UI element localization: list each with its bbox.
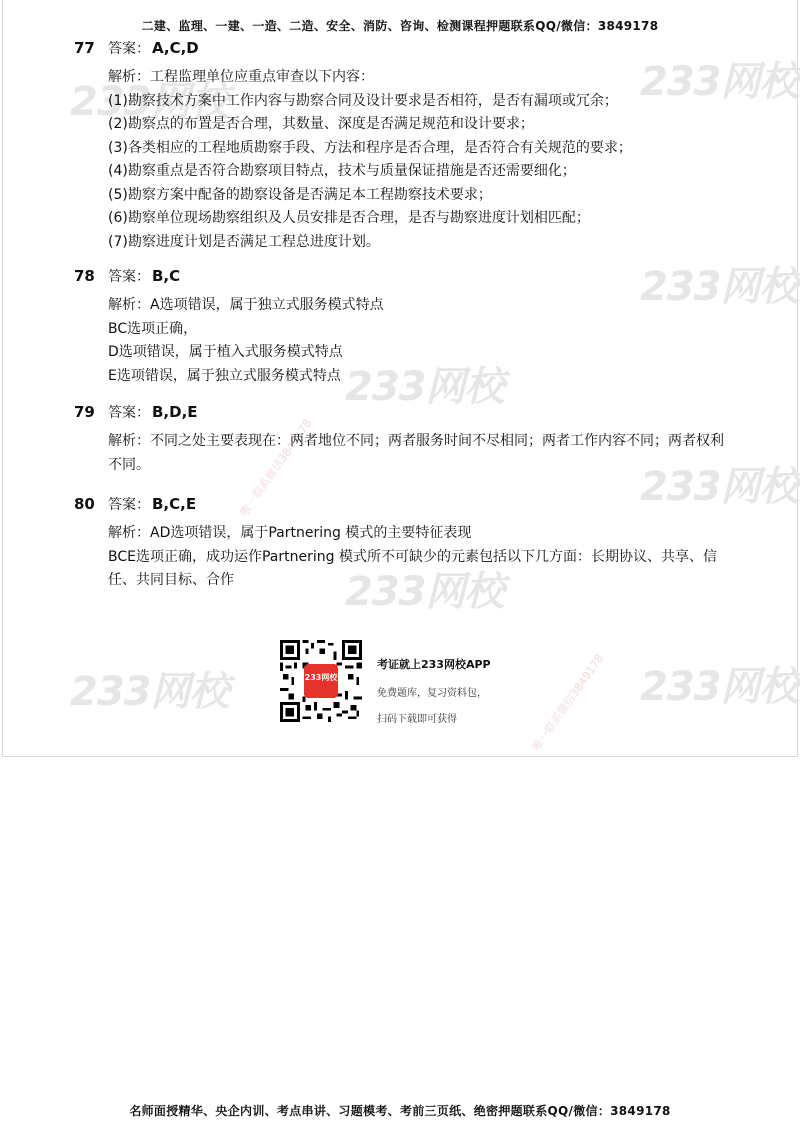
watermark-contact: 唯一联系微信3849178 — [529, 651, 607, 754]
answer-label: 答案： — [108, 269, 150, 285]
question-77 — [74, 38, 734, 254]
page-footer: 名师面授精华、央企内训、考点串讲、习题模考、考前三页纸、绝密押题联系QQ/微信：3849178 — [129, 1104, 671, 1118]
qr-code[interactable] — [280, 640, 362, 722]
explanation — [108, 430, 734, 477]
explanation-line: 解析：工程监理单位应重点审查以下内容： — [108, 69, 374, 85]
question-79 — [74, 402, 734, 477]
answer-value: B,D,E — [152, 403, 198, 421]
explanation-line: E选项错误，属于独立式服务模式特点 — [108, 367, 341, 384]
watermark-logo: 233网校 — [70, 79, 229, 125]
explanation-line: (5)勘察方案中配备的勘察设备是否满足本工程勘察技术要求； — [108, 186, 492, 203]
explanation-line: (4)勘察重点是否符合勘察项目特点，技术与质量保证措施是否还需要细化； — [108, 163, 576, 179]
explanation-line: (1)勘察技术方案中工作内容与勘察合同及设计要求是否相符，是否有漏项或冗余； — [108, 92, 618, 109]
watermark-logo: 233网校 — [640, 464, 799, 510]
watermark-logo: 233网校 — [345, 569, 504, 615]
question-78 — [74, 266, 734, 388]
explanation-line: D选项错误，属于植入式服务模式特点 — [108, 344, 343, 360]
watermark-logo: 233网校 — [70, 669, 229, 715]
promo-line-2: 扫码下载即可获得 — [377, 714, 457, 725]
question-number: 78 — [74, 267, 95, 285]
explanation-line: BCE选项正确，成功运作Partnering 模式所不可缺少的元素包括以下几方面：长期协议、共享、信任、共同目标、合作 — [108, 548, 717, 588]
answer-value: B,C — [152, 267, 181, 285]
answer-value: A,C,D — [152, 39, 199, 57]
promo-title: 考证就上233网校APP — [377, 658, 491, 671]
explanation — [108, 66, 734, 254]
explanation-line: BC选项正确， — [108, 320, 198, 337]
answer-label: 答案： — [108, 497, 150, 513]
answer-label: 答案： — [108, 41, 150, 57]
explanation-line: (7)勘察进度计划是否满足工程总进度计划。 — [108, 233, 380, 250]
question-80 — [74, 494, 734, 593]
promo-line-1: 免费题库，复习资料包， — [377, 688, 487, 699]
qr-badge-label: 233网校 — [304, 673, 338, 682]
watermark-contact: 唯一联系微信3849178 — [237, 416, 315, 519]
answer-label: 答案： — [108, 405, 150, 421]
explanation-line: 解析：A选项错误，属于独立式服务模式特点 — [108, 297, 384, 313]
watermark-logo: 233网校 — [640, 264, 799, 310]
explanation-line: 解析：不同之处主要表现在：两者地位不同；两者服务时间不尽相同；两者工作内容不同；两者权利不同。 — [108, 433, 724, 473]
explanation — [108, 522, 734, 593]
page-header: 二建、监理、一建、一造、二造、安全、消防、咨询、检测课程押题联系QQ/微信：3849178 — [141, 19, 659, 33]
question-number: 80 — [74, 495, 95, 513]
explanation-line: (6)勘察单位现场勘察组织及人员安排是否合理，是否与勘察进度计划相匹配； — [108, 210, 590, 226]
watermark-logo: 233网校 — [640, 59, 799, 105]
watermark-logo: 233网校 — [640, 664, 799, 710]
app-promo — [280, 640, 580, 725]
explanation-line: (2)勘察点的布置是否合理，其数量、深度是否满足规范和设计要求； — [108, 116, 534, 132]
explanation-line: 解析：AD选项错误，属于Partnering 模式的主要特征表现 — [108, 525, 472, 541]
explanation-line: (3)各类相应的工程地质勘察手段、方法和程序是否合理，是否符合有关规范的要求； — [108, 139, 632, 156]
explanation — [108, 294, 734, 388]
question-number: 79 — [74, 403, 95, 421]
watermark-logo: 233网校 — [345, 364, 504, 410]
question-number: 77 — [74, 39, 95, 57]
answer-value: B,C,E — [152, 495, 197, 513]
